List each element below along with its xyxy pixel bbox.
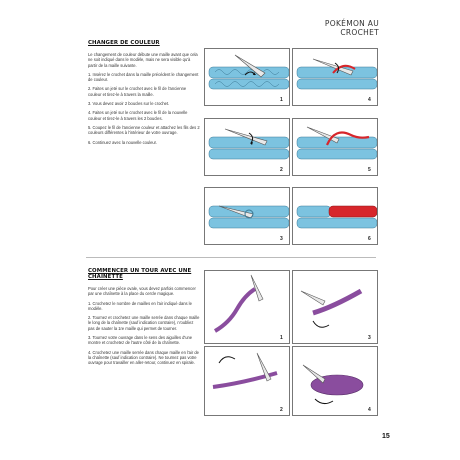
section-change-color xyxy=(88,40,200,149)
running-head: POKÉMON AU CROCHET xyxy=(324,19,379,37)
blue-yarn-hook-illustration xyxy=(205,188,289,244)
step-2: 2. Tournez et crochetez une maille serrée dans chaque maille le long de la chaînette (sauf indication contraire), n'oubliez pas de sauter la 1re maille qui permet de tourner. xyxy=(88,315,200,331)
red-blue-yarn-illustration xyxy=(293,49,377,105)
purple-chain-illustration xyxy=(205,271,289,343)
panel-number: 1 xyxy=(280,335,283,341)
illustration-panel xyxy=(292,187,378,245)
illustration-panel xyxy=(292,48,378,106)
page-number: 15 xyxy=(382,433,390,440)
panel-number: 4 xyxy=(368,97,371,103)
purple-chain-illustration xyxy=(293,271,377,343)
panel-number: 4 xyxy=(368,407,371,413)
section-chain-start xyxy=(88,268,200,370)
step-4: 4. Crochetez une maille serrée dans chaque maille en l'air de la chaînette (sauf indication contraire). Ne tournez pas votre ouvrage pour travailler en aller-retour, continuez en spirale. xyxy=(88,349,199,366)
illustration-panel xyxy=(204,346,290,416)
illustration-panel xyxy=(204,118,290,176)
step-4: 4. Faites un jeté sur le crochet avec le fil de la nouvelle couleur et tirez-le à travers les 2 boucles. xyxy=(88,110,188,121)
intro-paragraph: Pour créer une pièce ovale, vous devez parfois commencer par une chaînette à la place du cercle magique. xyxy=(88,286,196,297)
panel-number: 1 xyxy=(280,97,283,103)
panel-number: 2 xyxy=(280,167,283,173)
intro-paragraph: Le changement de couleur débute une maille avant que cela ne soit indiqué dans le modèle, mais ne sera visible qu'à partir de la maille suivante. xyxy=(88,52,198,68)
step-3: 3. Tournez votre ouvrage dans le sens des aiguilles d'une montre et crochetez de l'autre côté de la chaînette. xyxy=(88,335,193,346)
illustration-panel xyxy=(292,270,378,344)
step-6: 6. Continuez avec la nouvelle couleur. xyxy=(88,139,157,145)
red-blue-yarn-illustration xyxy=(293,188,377,244)
section-divider xyxy=(86,257,376,258)
purple-chain-illustration xyxy=(293,347,377,415)
illustration-panel xyxy=(292,346,378,416)
panel-number: 6 xyxy=(368,236,371,242)
section-title: CHANGER DE COULEUR xyxy=(88,40,160,46)
step-1: 1. Crochetez le nombre de mailles en l'air indiqué dans le modèle. xyxy=(88,300,192,311)
illustration-panel xyxy=(292,118,378,176)
red-blue-yarn-illustration xyxy=(293,119,377,175)
section-title: COMMENCER UN TOUR AVEC UNE CHAÎNETTE xyxy=(88,268,192,280)
panel-number: 3 xyxy=(280,236,283,242)
step-1: 1. Insérez le crochet dans la maille précédent le changement de couleur. xyxy=(88,71,199,83)
panel-number: 2 xyxy=(280,407,283,413)
panel-number: 3 xyxy=(368,335,371,341)
blue-yarn-hook-illustration xyxy=(205,49,289,105)
step-5: 5. Coupez le fil de l'ancienne couleur et attachez les fils des 2 couleurs différentes à l'intérieur de votre ouvrage. xyxy=(88,124,200,136)
illustration-panel xyxy=(204,48,290,106)
illustration-panel xyxy=(204,270,290,344)
step-3: 3. Vous devez avoir 2 boucles sur le crochet. xyxy=(88,101,170,107)
panel-number: 5 xyxy=(368,167,371,173)
blue-yarn-hook-illustration xyxy=(205,119,289,175)
illustration-panel xyxy=(204,187,290,245)
purple-chain-illustration xyxy=(205,347,289,415)
step-2: 2. Faites un jeté sur le crochet avec le fil de l'ancienne couleur et tirez-le à travers la maille. xyxy=(88,86,187,97)
